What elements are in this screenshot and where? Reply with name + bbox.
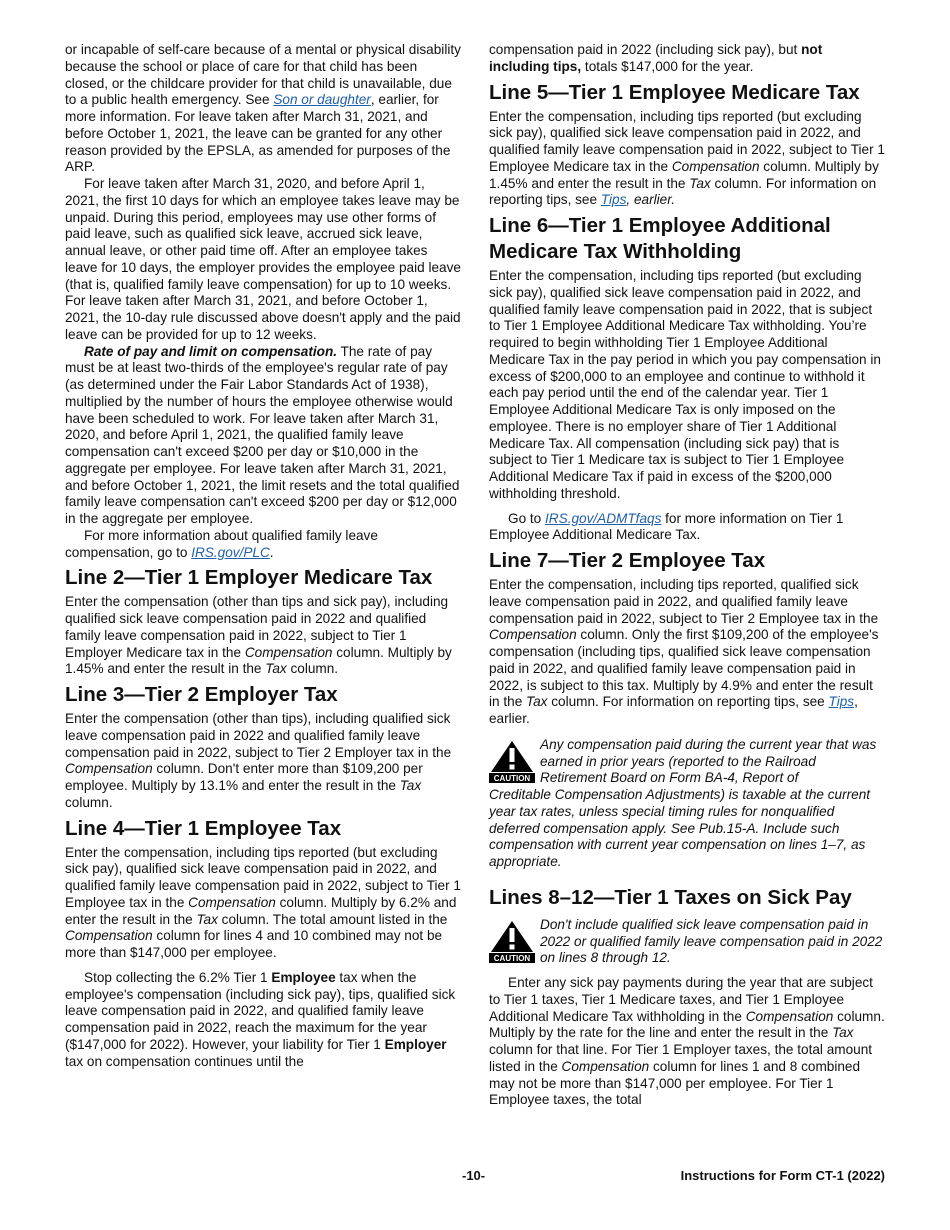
paragraph-line-3: Enter the compensation (other than tips), including qualified sick leave compensation paid in 2022 and qualified family leave compensation paid in 2022, subject to Tier 2 Employer tax in the Compensation column. Don't enter more than $109,200 per employee. Multiply by 13.1% and enter the result in the Tax column. — [65, 711, 452, 810]
left-column — [65, 42, 461, 1070]
tips-link[interactable]: Tips — [600, 192, 627, 208]
caution-box-prior-years — [489, 737, 885, 787]
paragraph-line-4: Enter the compensation, including tips reported (but excluding sick pay), qualified sick leave compensation paid in 2022, and qualified family leave compensation paid in 2022, subject to Tier 1 Employee tax in the Compensation column. Multiply by 6.2% and enter the result in the Tax column. The total amount listed in the Compensation column for lines 4 and 10 combined may not be more than $147,000 per employee. — [65, 844, 461, 960]
heading-line-7: Line 7—Tier 2 Employee Tax — [489, 549, 766, 572]
heading-line-3: Line 3—Tier 2 Employer Tax — [65, 683, 338, 706]
caution-box-sick-leave — [489, 917, 885, 967]
heading-line-5: Line 5—Tier 1 Employee Medicare Tax — [489, 80, 860, 104]
heading-lines-8-12: Lines 8–12—Tier 1 Taxes on Sick Pay — [489, 885, 852, 909]
paragraph-line-5: Enter the compensation, including tips reported (but excluding sick pay), qualified sick leave compensation paid in 2022, and qualified family leave compensation paid in 2022, subject to Tier 1 Employee Medicare tax in the Compensation column. Multiply by 1.45% and enter the result in the Tax column. For information on reporting tips, see Tips, earlier. — [489, 108, 885, 208]
paragraph-intro: or incapable of self-care because of a mental or physical disability because the school or place of care for that child has been closed, or the childcare provider for that child is unavailable, due to a public health emergency. See Son or daughter, earlier, for more information. For leave taken after March 31, 2021, and before October 1, 2021, the leave can be granted for any other reason provided by the EPSLA, as amended for purposes of the ARP. — [65, 42, 461, 175]
paragraph-rate-of-pay: Rate of pay and limit on compensation. The rate of pay must be at least two-thirds of the employee's regular rate of pay (as determined under the Fair Labor Standards Act of 1938), multiplied by the number of hours the employee otherwise would have been scheduled to work. For leave taken after March 31, 2020, and before April 1, 2021, the qualified family leave compensation can't exceed $200 per day or $10,000 in the aggregate per employee. For leave taken after March 31, 2021, and before October 1, 2021, the limit resets and the total qualified family leave compensation can't exceed $200 per day or $12,000 in the aggregate per employee. — [65, 343, 460, 526]
caution-triangle-icon — [489, 739, 535, 783]
paragraph-sick-pay: Enter any sick pay payments during the year that are subject to Tier 1 taxes, Tier 1 Medicare taxes, and Tier 1 Employee Additional Medicare Tax withholding in the Compensation column. Multiply by the rate for the line and enter the result in the Tax column for that line. For Tier 1 Employer taxes, the total amount listed in the Compensation column for lines 1 and 8 combined may not be more than $147,000 per employee. For Tier 1 Employee taxes, the total — [489, 975, 885, 1108]
paragraph-line-6: Enter the compensation, including tips reported (but excluding sick pay), qualified sick leave compensation paid in 2022, and qualified family leave compensation paid in 2022, that is subject to Tier 1 Employee Additional Medicare Tax withholding. You’re required to begin withholding Tier 1 Employee Additional Medicare Tax in the pay period in which you pay compensation in excess of $200,000 to an employee and continue to withhold it each pay period until the end of the calendar year. Tier 1 Employee Additional Medicare Tax is only imposed on the employee. There is no employer share of Tier 1 Additional Medicare Tax. All compensation (including sick pay) that is subject to Tier 1 Medicare tax is subject to Tier 1 Employee Additional Medicare Tax if paid in excess of the $200,000 withholding threshold. — [489, 268, 881, 501]
caution-label: CAUTION — [493, 953, 531, 963]
irs-plc-link[interactable]: IRS.gov/PLC — [191, 544, 270, 560]
heading-line-6: Line 6—Tier 1 Employee Additional Medicare Tax Withholding — [489, 214, 831, 263]
caution-text-top: Any compensation paid during the current year that was earned in prior years (reported to the Railroad Retirement Board on Form BA-4, Report of — [540, 736, 877, 786]
paragraph-line-2: Enter the compensation (other than tips and sick pay), including qualified sick leave compensation paid in 2022 and qualified family leave compensation paid in 2022, subject to Tier 1 Employer Medicare tax in the Compensation column. Multiply by 1.45% and enter the result in the Tax column. — [65, 594, 452, 677]
right-column — [489, 42, 885, 1109]
caution-text-rest: Creditable Compensation Adjustments) is taxable at the current year tax rates, unless special timing rules for nonqualified deferred compensation apply. See Pub.15-A. Include such compensation with current year compensation on lines 1–7, as appropriate. — [489, 787, 871, 869]
paragraph-continued: compensation paid in 2022 (including sick pay), but not including tips, totals $147,000 for the year. — [489, 42, 823, 74]
paragraph-line-7: Enter the compensation, including tips reported, qualified sick leave compensation paid in 2022, and qualified family leave compensation paid in 2022, subject to Tier 2 Employee tax in the Compensation column. Only the first $109,200 of the employee's compensation (including tips, qualified sick leave compensation paid in 2022, and qualified family leave compensation paid in 2022, is subject to this tax. Multiply by 4.9% and enter the result in the Tax column. For information on reporting tips, see Tips, earlier. — [489, 577, 879, 726]
paragraph-stop-collecting: Stop collecting the 6.2% Tier 1 Employee tax when the employee's compensation (including sick pay), tips, qualified sick leave compensation paid in 2022, and qualified family leave compensation paid in 2022, reach the maximum for the year ($147,000 for 2022). However, your liability for Tier 1 Employer tax on compensation continues until the — [65, 969, 456, 1069]
paragraph-more-info: For more information about qualified family leave compensation, go to IRS.gov/PLC. — [65, 527, 378, 560]
caution-text-sick-leave: Don't include qualified sick leave compensation paid in 2022 or qualified family leave compensation paid in 2022 on lines 8 through 12. — [540, 916, 883, 966]
heading-line-4: Line 4—Tier 1 Employee Tax — [65, 816, 342, 840]
page-number: -10- — [462, 1168, 486, 1183]
caution-label: CAUTION — [493, 773, 531, 783]
paragraph-goto-admt: Go to IRS.gov/ADMTfaqs for more information on Tier 1 Employee Additional Medicare Tax. — [489, 510, 844, 543]
document-title: Instructions for Form CT-1 (2022) — [680, 1168, 885, 1183]
caution-triangle-icon — [489, 919, 535, 963]
heading-line-2: Line 2—Tier 1 Employer Medicare Tax — [65, 566, 433, 590]
irs-admtfaqs-link[interactable]: IRS.gov/ADMTfaqs — [545, 510, 662, 526]
tips-link[interactable]: Tips — [828, 694, 855, 710]
paragraph-leave-days: For leave taken after March 31, 2020, and before April 1, 2021, the first 10 days for which an employee takes leave may be unpaid. During this period, employees may use other forms of paid leave, such as qualified sick leave, accrued sick leave, annual leave, or other paid time off. After an employee takes leave for 10 days, the employer provides the employee paid leave (that is, qualified family leave compensation) for up to 10 weeks. For leave taken after March 31, 2021, and before October 1, 2021, the 10-day rule discussed above doesn't apply and the paid leave can be provided for up to 12 weeks. — [65, 176, 461, 342]
son-or-daughter-link[interactable]: Son or daughter — [273, 92, 371, 108]
